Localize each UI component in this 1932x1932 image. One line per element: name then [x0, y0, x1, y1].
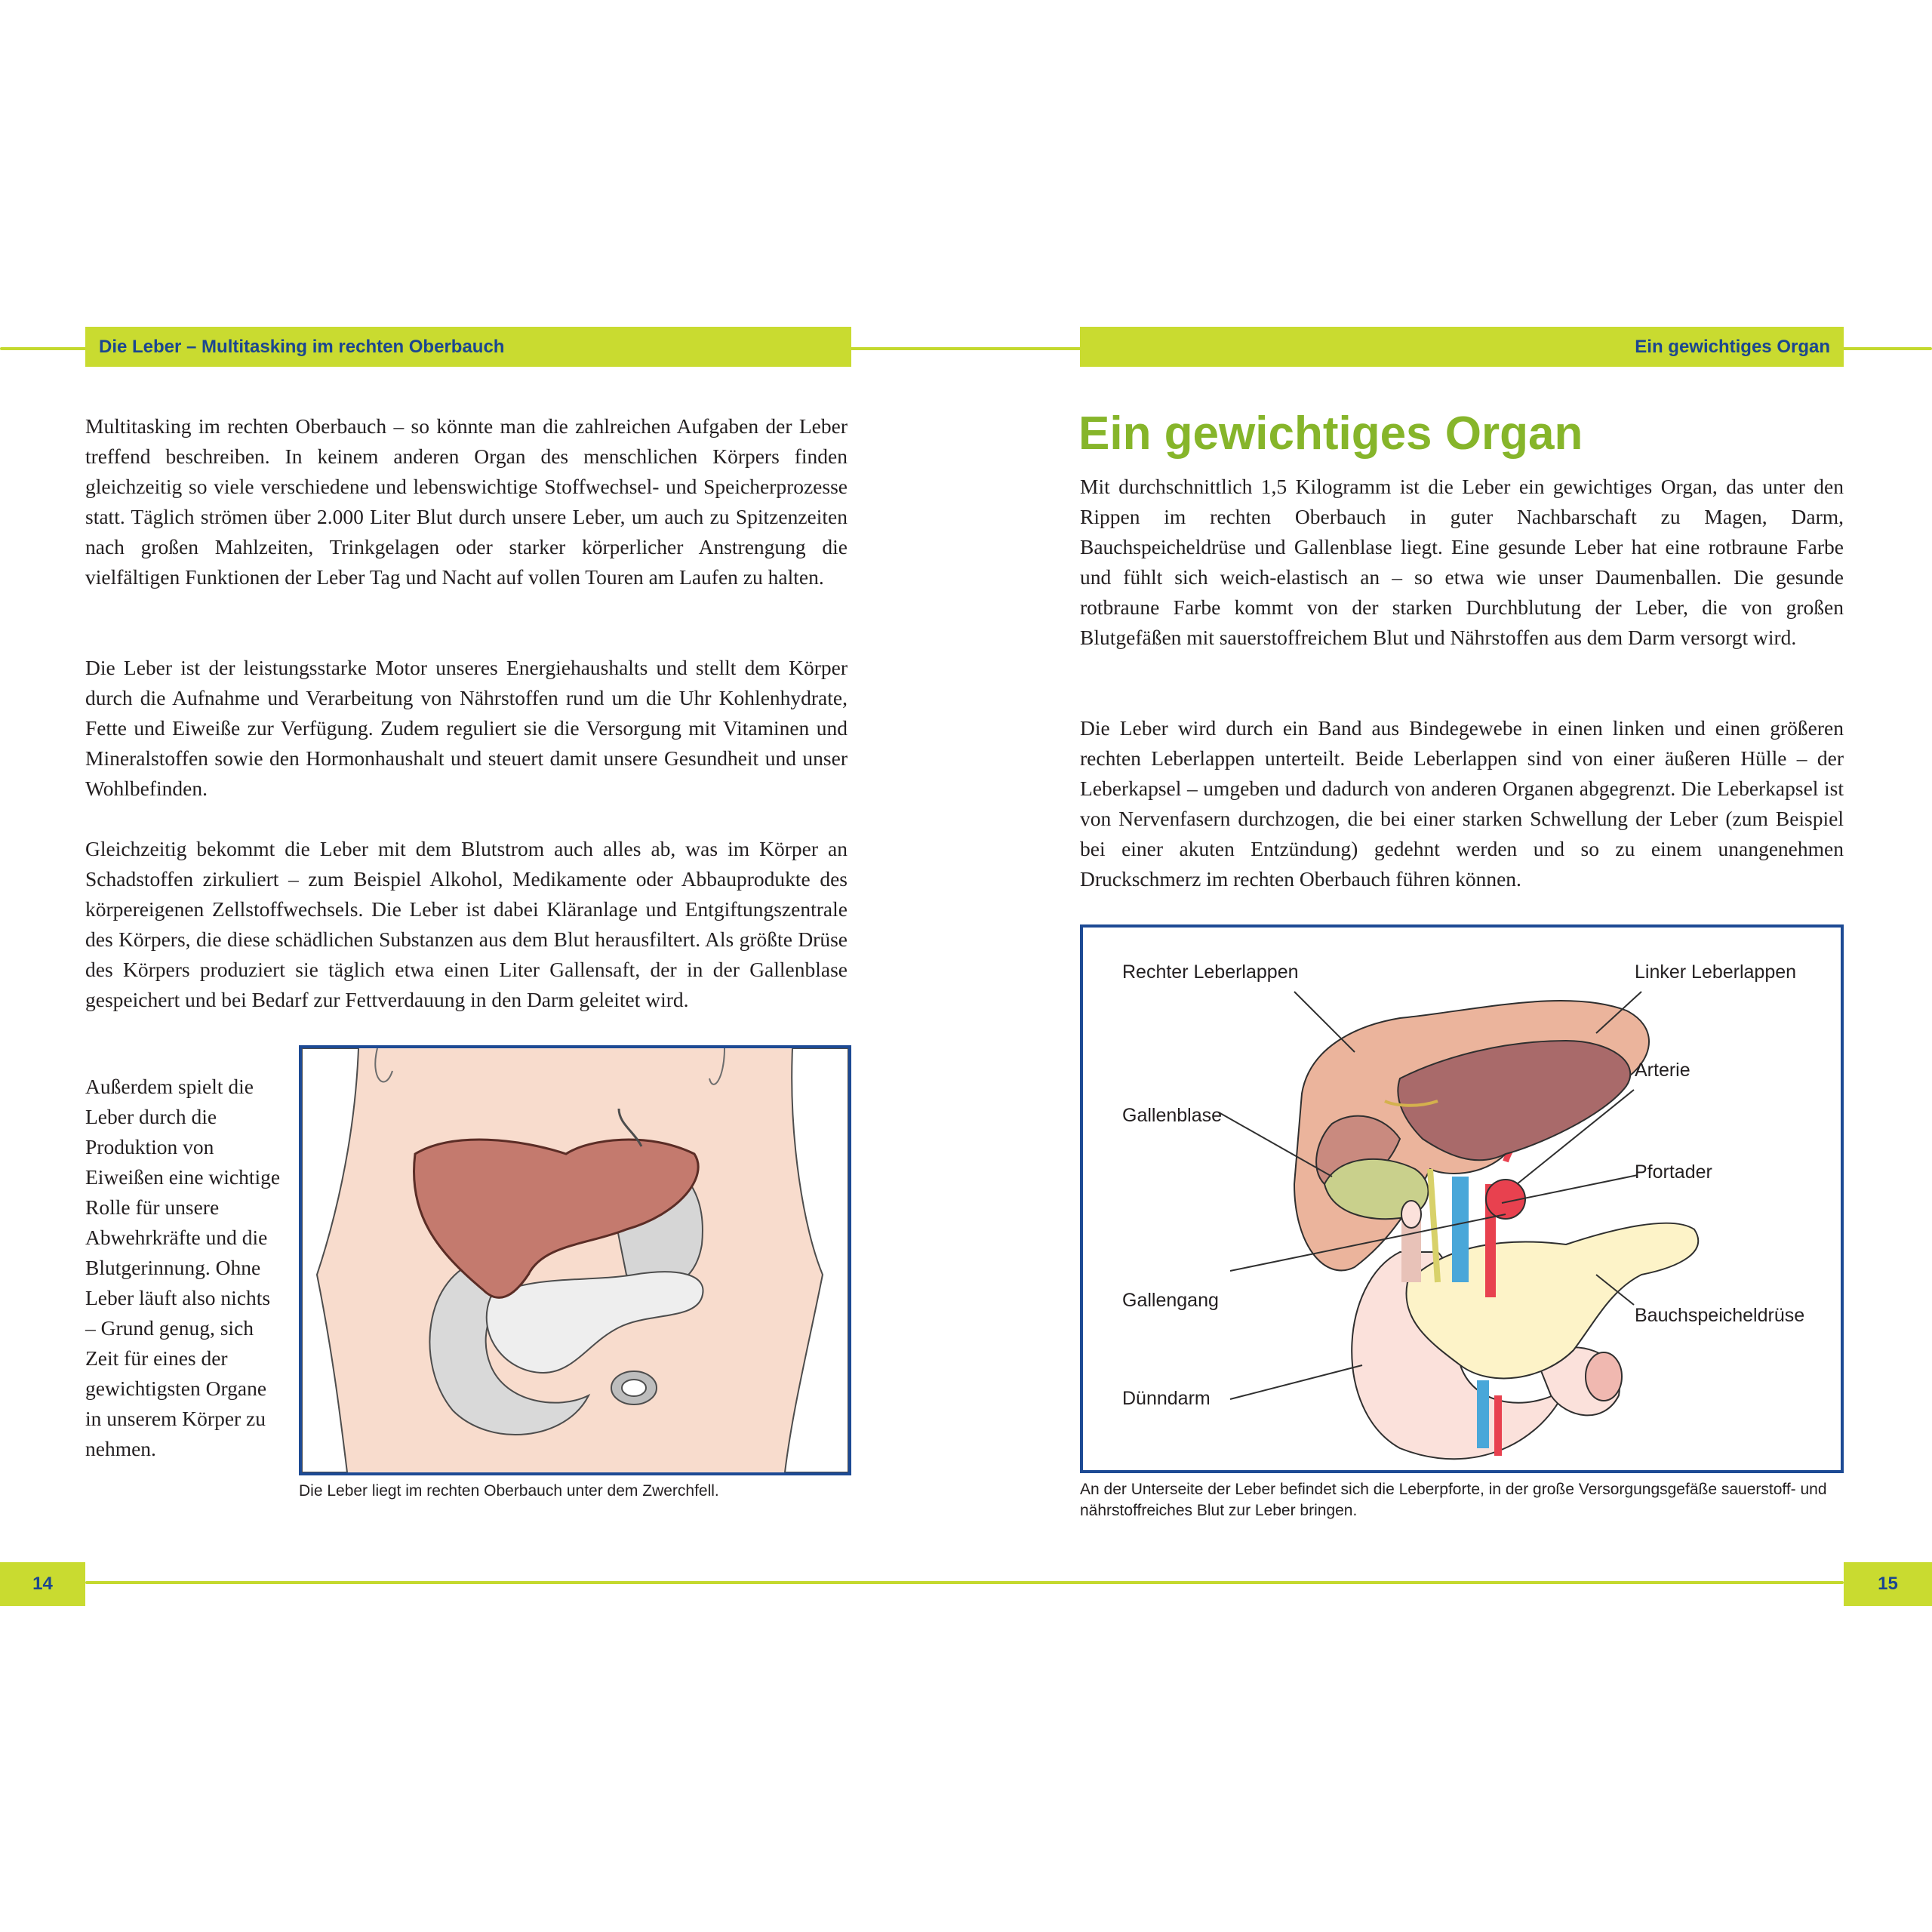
- left-paragraph-3: Gleichzeitig bekommt die Leber mit dem Blutstrom auch alles ab, was im Körper an Schadstoffen zirkuliert – zum Beispiel Alkohol, Medikamente oder Abbauprodukte des körpereigenen Zellstoffwechsels. Die Leber ist dabei Kläranlage und Entgiftungszentrale des Körpers, die diese schädlichen Substanzen aus dem Blut herausfiltert. Als größte Drüse des Körpers produziert sie täglich etwa einen Liter Gallensaft, der in der Gallenblase gespeichert und bei Bedarf zur Fettverdauung in den Darm geleitet wird.: [85, 837, 848, 1011]
- label-duenndarm: Dünndarm: [1122, 1388, 1211, 1409]
- page-number-left: 14: [0, 1562, 85, 1606]
- label-linker-leberlappen: Linker Leberlappen: [1635, 961, 1797, 983]
- left-paragraph-1: Multitasking im rechten Oberbauch – so könnte man die zahlreichen Aufgaben der Leber treffend beschreiben. In keinem anderen Organ des menschlichen Körpers finden gleichzeitig so viele verschiedene und lebenswichtige Stoffwechsel- und Speicherprozesse statt. Täglich strömen über 2.000 Liter Blut durch unsere Leber, um auch zu Spitzenzeiten nach großen Mahlzeiten, Trinkgelagen oder starker körperlicher Anstrengung die vielfältigen Funktionen der Leber Tag und Nacht auf vollen Touren am Laufen zu halten.: [85, 414, 848, 589]
- figure-liver-position: [299, 1045, 851, 1475]
- header-rule-right: [1841, 347, 1932, 350]
- running-header-left: Die Leber – Multitasking im rechten Oberbauch: [85, 327, 851, 367]
- right-paragraph-1: Mit durchschnittlich 1,5 Kilogramm ist die Leber ein gewichtiges Organ, das unter den Rippen im rechten Oberbauch in guter Nachbarschaft zu Magen, Darm, Bauchspeicheldrüse und Gallenblase liegt. Eine gesunde Leber hat eine rotbraune Farbe und fühlt sich weich-elastisch an – so etwa wie unser Daumenballen. Die gesunde rotbraune Farbe kommt von der starken Durchblutung der Leber, die von großen Blutgefäßen mit sauerstoffreichem Blut und Nährstoffen aus dem Darm versorgt wird.: [1080, 475, 1844, 649]
- label-arterie: Arterie: [1635, 1060, 1690, 1081]
- label-gallengang: Gallengang: [1122, 1290, 1219, 1311]
- page-number-right: 15: [1844, 1562, 1932, 1606]
- label-rechter-leberlappen: Rechter Leberlappen: [1122, 961, 1299, 983]
- label-bauchspeicheldruese: Bauchspeicheldrüse: [1635, 1305, 1805, 1326]
- header-rule-left: [0, 347, 87, 350]
- torso-illustration: [302, 1048, 848, 1472]
- left-paragraph-2: Die Leber ist der leistungsstarke Motor unseres Energiehaushalts und stellt dem Körper durch die Aufnahme und Verarbeitung von Nährstoffen rund um die Uhr Kohlenhydrate, Fette und Eiweiße zur Verfügung. Zudem reguliert sie die Versorgung mit Vitaminen und Mineralstoffen sowie den Hormonhaushalt und steuert damit unsere Gesundheit und unser Wohlbefinden.: [85, 656, 848, 800]
- figure-liver-anatomy: [1080, 924, 1844, 1473]
- right-figure-caption: An der Unterseite der Leber befindet sich die Leberpforte, in der große Versorgungsgefäße sauerstoff- und nährstoffreiches Blut zur Leber bringen.: [1080, 1481, 1827, 1519]
- right-paragraph-2: Die Leber wird durch ein Band aus Bindegewebe in einen linken und einen größeren rechten Leberlappen unterteilt. Beide Leberlappen sind von einer äußeren Hülle – der Leberkapsel – umgeben und dadurch von anderen Organen abgegrenzt. Die Leberkapsel ist von Nervenfasern durchzogen, die bei einer starken Schwellung der Leber (zum Beispiel bei einer akuten Entzündung) gedehnt werden und so zu einem unangenehmen Druckschmerz im rechten Oberbauch führen können.: [1080, 716, 1844, 891]
- running-header-right: Ein gewichtiges Organ: [1080, 327, 1844, 367]
- left-figure-caption: Die Leber liegt im rechten Oberbauch unter dem Zwerchfell.: [299, 1482, 719, 1500]
- label-gallenblase: Gallenblase: [1122, 1105, 1223, 1126]
- footer-rule: [85, 1581, 1844, 1584]
- header-rule-middle: [849, 347, 1083, 350]
- page-heading: Ein gewichtiges Organ: [1078, 408, 1583, 460]
- label-pfortader: Pfortader: [1635, 1161, 1712, 1183]
- left-side-text: Außerdem spielt die Leber durch die Produktion von Eiweißen eine wichtige Rolle für unsere Abwehrkräfte und die Blutgerinnung. Ohne Leber läuft also nichts – Grund genug, sich Zeit für eines der gewichtigsten Organe in unserem Körper zu nehmen.: [85, 1075, 281, 1460]
